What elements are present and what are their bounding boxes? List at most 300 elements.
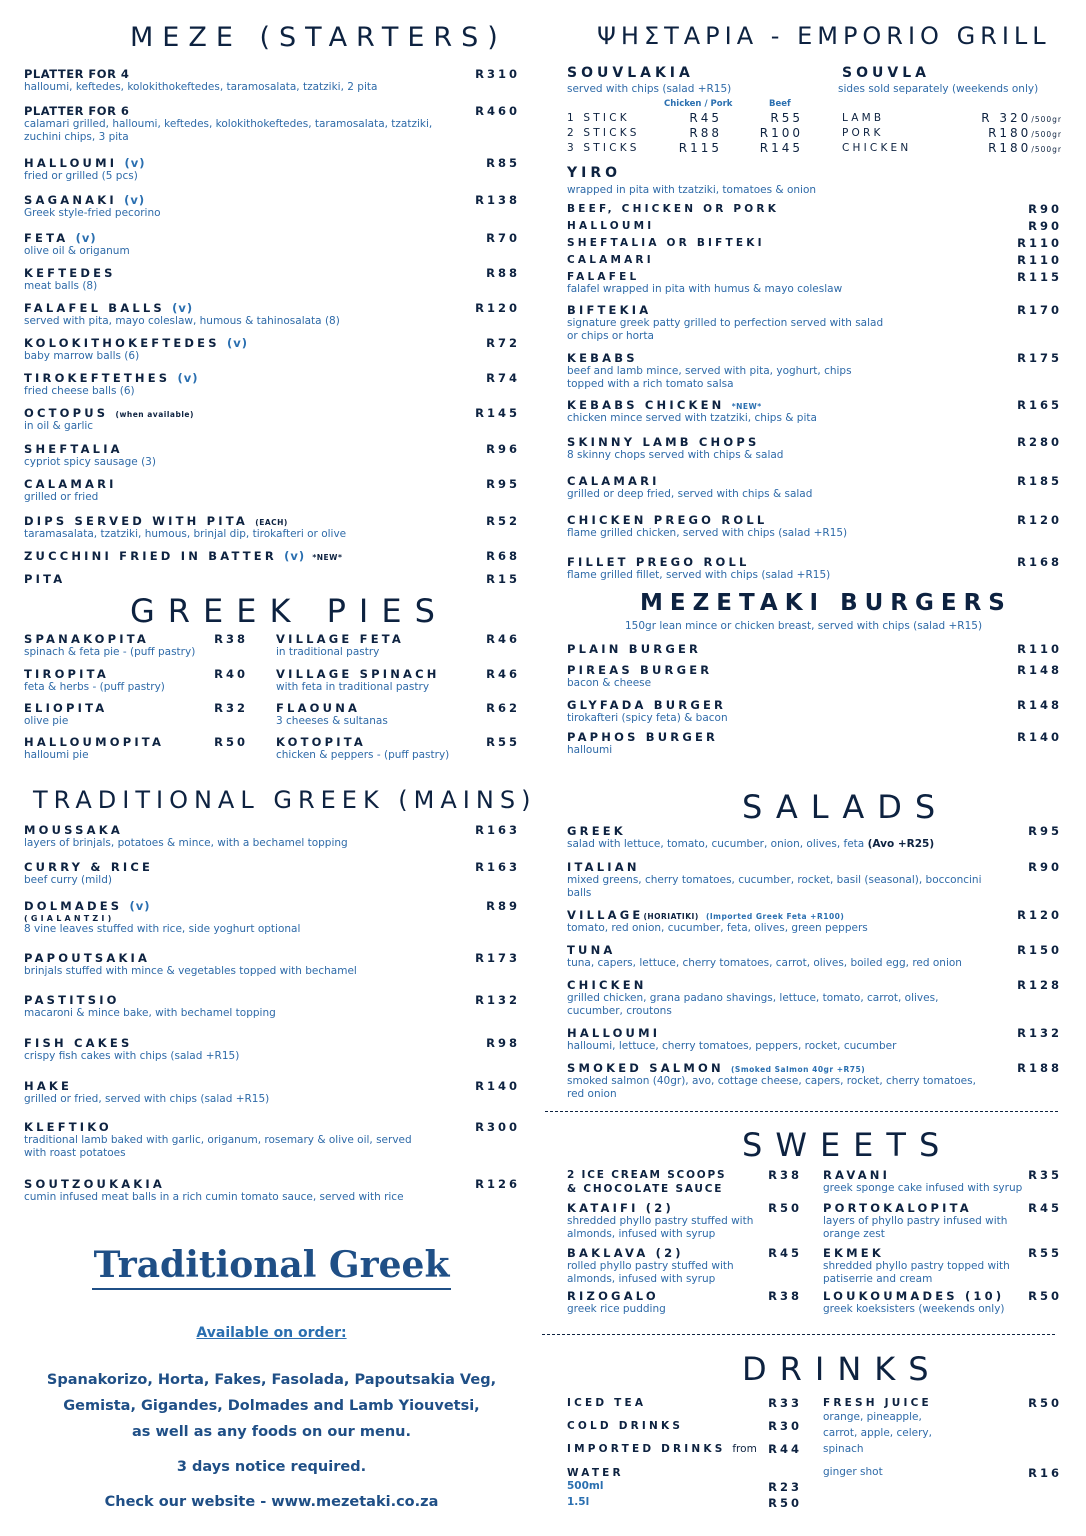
item-name-text: EKMEK [823,1246,884,1260]
item-desc-text: 8 skinny chops served with chips & salad [567,449,784,461]
pies-title: GREEK PIES [130,592,448,630]
item-name [24,104,129,118]
item-name [24,993,120,1007]
souvla-desc: sides sold separately (weekends only) [838,83,1039,95]
item-desc [24,965,357,978]
item-desc [567,992,987,1017]
item-name [24,735,164,749]
item-price: R40 [214,667,248,681]
item-name-text: SMOKED SALMON [567,1061,724,1075]
fresh-juice-name: FRESH JUICE [823,1397,932,1409]
veg-mark: (v) [124,156,146,170]
item-name-text: FALAFEL BALLS [24,301,165,315]
souvlakia-title: SOUVLAKIA [567,65,694,81]
souvla-row-label: PORK [842,127,884,139]
item-name-text: KOLOKITHOKEFTEDES [24,336,220,350]
item-note: (EACH) [255,518,288,527]
item-desc-text: fried cheese balls (6) [24,385,135,397]
item-price: R145 [475,406,520,420]
item-name-text: ZUCCHINI FRIED IN BATTER [24,549,277,563]
souvlakia-col2: Beef [769,99,791,109]
item-name [24,266,116,280]
item-name-text: PAPHOS BURGER [567,730,719,744]
item-desc [24,874,112,887]
item-desc-text: baby marrow balls (6) [24,350,140,362]
item-name-text: VILLAGE SPINACH [276,667,440,681]
item-price: R120 [1017,908,1062,922]
item-name [24,632,149,646]
item-price: R68 [486,549,520,563]
item-desc [24,170,138,183]
drink-name-text: IMPORTED DRINKS [567,1443,726,1455]
item-price: R170 [1017,303,1062,317]
item-name-text: TIROKEFTETHES [24,371,171,385]
souvla-price-unit: /500gr [1031,145,1062,154]
veg-mark: (v) [226,336,248,350]
item-name [567,943,616,957]
item-name-text: PLATTER FOR 6 [24,104,130,118]
burgers-title: MEZETAKI BURGERS [640,590,1012,616]
item-name-text: TIROPITA [24,667,109,681]
drinks-title: DRINKS [742,1350,942,1388]
item-name-text: DIPS SERVED WITH PITA [24,514,249,528]
item-note: *NEW* [731,402,762,411]
item-price: R38 [768,1168,802,1182]
item-name-text: RAVANI [823,1168,891,1182]
sweets-title: SWEETS [742,1126,953,1164]
item-price: R173 [475,951,520,965]
traditional-line2: Gemista, Gigandes, Dolmades and Lamb Yiouvetsi, [63,1398,480,1414]
item-desc-text: smoked salmon (40gr), avo, cottage cheese, capers, rocket, cherry tomatoes, red onion [567,1075,976,1100]
item-name-text: KEBABS [567,351,638,365]
item-desc-text: shredded phyllo pastry topped with patiserrie and cream [823,1260,1010,1285]
item-desc-text: beef and lamb mince, served with pita, yoghurt, chips topped with a rich tomato salsa [567,365,852,390]
ginger-shot-price: R16 [1028,1466,1062,1480]
item-desc [567,569,887,582]
item-desc [567,1215,767,1240]
item-name-text: PORTOKALOPITA [823,1201,972,1215]
traditional-line1: Spanakorizo, Horta, Fakes, Fasolada, Papoutsakia Veg, [46,1372,497,1388]
item-name [24,701,107,715]
item-desc-text: greek koeksisters (weekends only) [823,1303,1005,1315]
souvla-price [988,141,1062,157]
item-name [567,1168,742,1196]
item-name-text: SAGANAKI [24,193,117,207]
item-desc [24,923,300,936]
item-desc-text: grilled or deep fried, served with chips & salad [567,488,813,500]
item-desc-text: greek rice pudding [567,1303,666,1315]
item-name [567,698,726,712]
item-desc [567,1260,767,1285]
item-price: R50 [1028,1289,1062,1303]
item-name [24,1120,112,1134]
item-desc [823,1260,1023,1285]
item-price: R132 [475,993,520,1007]
item-name-text: VILLAGE [567,908,644,922]
item-price: R150 [1017,943,1062,957]
item-name-text: SKINNY LAMB CHOPS [567,435,760,449]
drink-name-text: COLD DRINKS [567,1420,684,1432]
item-desc [567,412,887,425]
veg-mark: (v) [75,231,97,245]
yiro-row-label: BEEF, CHICKEN OR PORK [567,203,780,215]
item-name-text: CALAMARI [24,477,117,491]
item-price: R45 [768,1246,802,1260]
item-price: R175 [1017,351,1062,365]
item-price: R46 [486,667,520,681]
yiro-title: YIRO [567,165,622,181]
item-desc-text: tirokafteri (spicy feta) & bacon [567,712,728,724]
veg-mark: (v) [284,549,306,563]
item-desc-text: halloumi pie [24,749,89,761]
souvla-price-unit: /500gr [1031,130,1062,139]
item-price: R120 [1017,513,1062,527]
souvlakia-row-label: 2 STICKS [567,127,640,139]
item-desc-text: shredded phyllo pastry stuffed with almonds, infused with syrup [567,1215,754,1240]
item-desc-text: grilled or fried [24,491,99,503]
item-price: R168 [1017,555,1062,569]
item-price: R32 [214,701,248,715]
item-price: R280 [1017,435,1062,449]
traditional-website[interactable]: Check our website - www.mezetaki.co.za [104,1494,439,1510]
item-desc-text: beef curry (mild) [24,874,112,886]
traditional-subtitle-wrap [0,1322,543,1341]
item-note: (Smoked Salmon 40gr +R75) [731,1065,866,1074]
item-name-text: FETA [24,231,69,245]
item-name [567,1201,674,1215]
item-price: R120 [475,301,520,315]
item-name-text: CHICKEN PREGO ROLL [567,513,768,527]
item-price: R132 [1017,1026,1062,1040]
item-desc-text: taramasalata, tzatziki, humous, brinjal dip, tirokafteri or olive [24,528,347,540]
item-desc-text: traditional lamb baked with garlic, origanum, rosemary & olive oil, served with roast potatoes [24,1134,412,1159]
souvla-row-label: LAMB [842,112,885,124]
item-price: R95 [1028,824,1062,838]
yiro-row-price: R115 [1017,270,1062,284]
item-name [567,513,767,527]
salads-title: SALADS [742,788,949,826]
item-name-text: PLATTER FOR 4 [24,67,130,81]
item-sub: (GIALANTZI) [24,914,115,923]
item-desc [24,681,165,694]
item-desc-text: salad with lettuce, tomato, cucumber, onion, olives, feta [567,838,865,850]
item-desc [24,491,98,504]
item-price: R110 [1017,642,1062,656]
souvla-title: SOUVLA [842,65,930,81]
item-name [276,632,404,646]
item-name-text: GLYFADA BURGER [567,698,727,712]
item-name-text: RIZOGALO [567,1289,659,1303]
item-name [24,231,97,245]
item-name [276,667,440,681]
item-desc [24,456,156,469]
item-desc [567,1040,987,1053]
item-name-text: PLAIN BURGER [567,642,702,656]
yiro-row-label: FALAFEL [567,271,640,283]
item-desc-text: flame grilled fillet, served with chips (salad +R15) [567,569,831,581]
item-price: R163 [475,823,520,837]
item-price: R98 [486,1036,520,1050]
item-note: (Imported Greek Feta +R100) [705,912,845,921]
item-name-text: ITALIAN [567,860,640,874]
souvlakia-price-a: R88 [689,126,722,140]
drink-name [567,1466,624,1480]
veg-mark: (v) [177,371,199,385]
item-price: R70 [486,231,520,245]
item-name [24,823,123,837]
item-desc [276,681,429,694]
item-name-text: TUNA [567,943,616,957]
item-name [24,67,129,81]
souvla-price-value: R180 [988,141,1032,155]
item-name [24,549,342,565]
item-price: R52 [486,514,520,528]
item-desc-text: halloumi [567,744,613,756]
item-name-text: PITA [24,572,66,586]
item-sub: (HORIATIKI) [643,912,699,921]
traditional-title-wrap [0,1244,543,1286]
item-name-text: BAKLAVA (2) [567,1246,684,1260]
item-name-text: PASTITSIO [24,993,120,1007]
item-name-text: KLEFTIKO [24,1120,112,1134]
item-desc-text: olive oil & origanum [24,245,130,257]
item-price: R310 [475,67,520,81]
drink-name-text: WATER [567,1467,624,1479]
souvla-price-unit: /500gr [1031,115,1062,124]
traditional-line4: 3 days notice required. [176,1459,367,1475]
item-name [24,301,193,315]
item-desc [276,715,388,728]
yiro-row-price: R90 [1028,219,1062,233]
item-desc-text: cumin infused meat balls in a rich cumin tomato sauce, served with rice [24,1191,404,1203]
item-name [567,860,640,874]
souvlakia-price-a: R45 [689,111,722,125]
item-price: R165 [1017,398,1062,412]
item-name-text: KOTOPITA [276,735,366,749]
item-price: R138 [475,193,520,207]
traditional-subtitle: Available on order: [196,1325,347,1341]
item-desc-text: signature greek patty grilled to perfection served with salad or chips or horta [567,317,884,342]
item-name-text: HALLOUMOPITA [24,735,165,749]
item-price: R38 [768,1289,802,1303]
item-desc-text: Greek style-fried pecorino [24,207,161,219]
item-desc [823,1215,1023,1240]
souvlakia-desc: served with chips (salad +R15) [567,83,732,95]
item-desc [276,646,379,659]
item-name-text: FLAOUNA [276,701,361,715]
item-desc [24,1050,239,1063]
item-price: R55 [486,735,520,749]
item-name-text: FILLET PREGO ROLL [567,555,750,569]
item-desc [567,922,987,935]
item-name [567,1289,659,1303]
item-price: R72 [486,336,520,350]
item-price: R163 [475,860,520,874]
item-desc [24,715,68,728]
drink-name-text: ICED TEA [567,1397,647,1409]
item-name-text: KEFTEDES [24,266,116,280]
item-name [567,303,651,317]
drink-name [567,1442,757,1456]
item-name [567,730,718,744]
item-name [567,351,638,365]
item-name [823,1201,972,1215]
item-desc-text: fried or grilled (5 pcs) [24,170,138,182]
item-desc-text: halloumi, keftedes, kolokithokeftedes, taramosalata, tzatziki, 2 pita [24,81,378,93]
item-name [24,572,65,586]
item-name [24,667,109,681]
item-desc-text: grilled chicken, grana padano shavings, lettuce, tomato, carrot, olives, cucumber, croutons [567,992,939,1017]
item-name [24,371,199,385]
item-desc-text: mixed greens, cherry tomatoes, cucumber, rocket, basil (seasonal), bocconcini balls [567,874,982,899]
item-price: R55 [1028,1246,1062,1260]
item-desc-text: chicken mince served with tzatziki, chips & pita [567,412,817,424]
item-name-text: SOUTZOUKAKIA [24,1177,165,1191]
item-name [567,555,750,569]
item-name-text: PAPOUTSAKIA [24,951,151,965]
item-desc-text: served with pita, mayo coleslaw, humous & tahinosalata (8) [24,315,340,327]
item-desc [24,1093,269,1106]
item-desc [567,744,612,757]
item-price: R45 [1028,1201,1062,1215]
grill-title: ΨΗΣΤΑΡΙΑ - EMPORIO GRILL [597,22,1051,50]
item-desc [567,874,987,899]
item-name [24,477,117,491]
item-price: R300 [475,1120,520,1134]
souvlakia-row-label: 3 STICKS [567,142,640,154]
drink-name [567,1419,683,1433]
item-note: (when available) [115,410,194,419]
item-name-text: HALLOUMI [24,156,118,170]
item-price: R88 [486,266,520,280]
item-name-text: GREEK [567,824,626,838]
item-desc [24,280,97,293]
item-desc-text: layers of phyllo pastry infused with orange zest [823,1215,1008,1240]
item-desc-text: layers of brinjals, potatoes & mince, with a bechamel topping [24,837,348,849]
item-desc [24,646,195,659]
item-desc-text: 3 cheeses & sultanas [276,715,388,727]
item-name [24,1036,132,1050]
item-desc [24,1134,424,1159]
item-extra: (Avo +R25) [867,838,935,850]
item-desc [24,207,161,220]
drink-price: R44 [768,1442,802,1456]
item-name-text: OCTOPUS [24,406,109,420]
item-desc [24,315,340,328]
water-size: 500ml [567,1480,604,1492]
item-desc-text: 8 vine leaves stuffed with rice, side yoghurt optional [24,923,301,935]
item-name [276,701,360,715]
item-desc-text: grilled or fried, served with chips (salad +R15) [24,1093,270,1105]
item-name [276,735,366,749]
item-name [823,1289,1004,1303]
item-name-text: CALAMARI [567,474,660,488]
item-name-text: SPANAKOPITA [24,632,150,646]
item-price: R148 [1017,663,1062,677]
item-name [24,336,248,350]
item-name-text: VILLAGE FETA [276,632,404,646]
item-desc-text: calamari grilled, halloumi, keftedes, kolokithokeftedes, taramosalata, tzatziki, zuchini chips, 3 pita [24,118,433,143]
item-price: R46 [486,632,520,646]
item-desc-text: spinach & feta pie - (puff pastry) [24,646,196,658]
item-name-text: CURRY & RICE [24,860,154,874]
item-desc-text: bacon & cheese [567,677,652,689]
item-note: *NEW* [312,553,343,562]
item-price: R188 [1017,1061,1062,1075]
item-desc-text: greek sponge cake infused with syrup [823,1182,1023,1194]
item-name [24,951,150,965]
item-desc-text: meat balls (8) [24,280,98,292]
item-desc-text: brinjals stuffed with mince & vegetables topped with bechamel [24,965,357,977]
divider-2 [542,1334,1055,1335]
water-size: 1.5l [567,1496,590,1508]
item-desc [823,1303,1023,1316]
burgers-desc: 150gr lean mince or chicken breast, served with chips (salad +R15) [625,620,983,632]
item-price: R89 [486,899,520,913]
souvlakia-row-label: 1 STICK [567,112,630,124]
item-name [567,1246,684,1260]
divider-1 [545,1111,1058,1112]
item-price: R148 [1017,698,1062,712]
souvlakia-price-b: R145 [759,141,803,155]
souvla-price [988,126,1062,142]
item-desc [24,837,348,850]
item-desc [567,712,728,725]
souvlakia-price-b: R55 [770,111,803,125]
item-desc-text: in oil & garlic [24,420,94,432]
souvlakia-price-a: R115 [678,141,722,155]
item-desc [24,1007,276,1020]
item-price: R85 [486,156,520,170]
item-name-text: FISH CAKES [24,1036,133,1050]
item-name [24,860,153,874]
item-desc [24,118,434,143]
souvlakia-price-b: R100 [759,126,803,140]
item-desc-text: feta & herbs - (puff pastry) [24,681,165,693]
item-name [24,1079,72,1093]
item-name-text: MOUSSAKA [24,823,123,837]
item-price: R126 [475,1177,520,1191]
item-price: R185 [1017,474,1062,488]
fresh-juice-desc-1: orange, pineapple, [823,1411,922,1423]
item-desc [567,317,887,342]
item-price: R90 [1028,860,1062,874]
item-desc-text: rolled phyllo pastry stuffed with almonds, infused with syrup [567,1260,734,1285]
item-desc [567,488,887,501]
item-desc-text: tomato, red onion, cucumber, feta, olives, green peppers [567,922,868,934]
item-desc [567,365,887,390]
souvlakia-col1: Chicken / Pork [664,99,733,109]
item-price: R96 [486,442,520,456]
fresh-juice-price: R50 [1028,1396,1062,1410]
meze-title: MEZE (STARTERS) [130,22,507,53]
souvla-price [981,111,1062,127]
item-name-text: LOUKOUMADES (10) [823,1289,1005,1303]
item-price: R35 [1028,1168,1062,1182]
item-price: R128 [1017,978,1062,992]
item-desc [24,81,377,94]
item-price: R50 [214,735,248,749]
item-name [567,642,701,656]
veg-mark: (v) [172,301,194,315]
item-price: R95 [486,477,520,491]
yiro-row-label: HALLOUMI [567,220,655,232]
item-desc-text: in traditional pastry [276,646,380,658]
yiro-row-price: R110 [1017,236,1062,250]
item-name-text: KEBABS CHICKEN [567,398,725,412]
veg-mark: (v) [129,899,151,913]
item-price: R38 [214,632,248,646]
